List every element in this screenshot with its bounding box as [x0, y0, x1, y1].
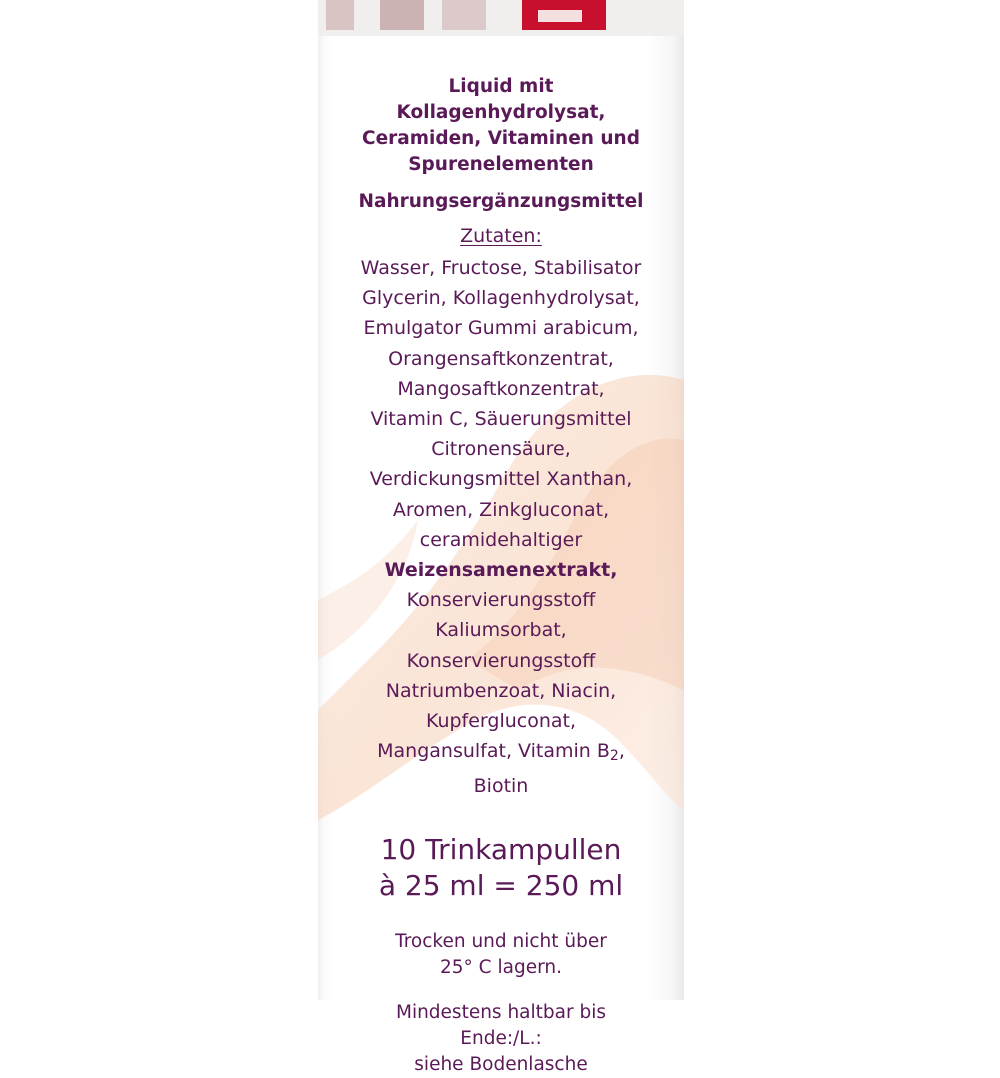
best-before-line: Ende:/L.: [460, 1027, 542, 1049]
best-before-info [318, 1000, 684, 1078]
ingredients-heading: Zutaten: [460, 225, 542, 247]
box-side-panel [318, 0, 684, 1075]
ingredient-line: Konservierungsstoff [406, 589, 596, 612]
ingredient-line: Aromen, Zinkgluconat, [392, 498, 610, 521]
ingredient-line-allergen: Weizensamenextrakt, [384, 559, 618, 582]
ingredient-line: Biotin [473, 775, 529, 798]
ingredients-list [318, 253, 684, 802]
ingredient-line: Orangensaftkonzentrat, [388, 347, 614, 370]
ingredient-text: Mangansulfat, Vitamin B [377, 740, 610, 763]
ingredient-line: Citronensäure, [431, 438, 571, 461]
ingredient-comma: , [618, 740, 625, 763]
product-type: Nahrungsergänzungsmittel [358, 191, 644, 212]
ingredient-line: Verdickungsmittel Xanthan, [369, 468, 633, 491]
ingredient-line: Kaliumsorbat, [435, 619, 567, 642]
flap-print-mark [326, 0, 354, 30]
flap-print-mark [380, 0, 424, 30]
storage-line: 25° C lagern. [440, 956, 562, 978]
flap-print-mark [442, 0, 486, 30]
box-top-flap [318, 0, 684, 36]
label-text-block [318, 74, 684, 1078]
ingredient-line: Kupfergluconat, [425, 710, 577, 733]
description-line: Spurenelementen [408, 154, 594, 175]
vitamin-b2-subscript: 2 [609, 748, 619, 765]
storage-instructions [318, 929, 684, 981]
ingredient-line: Wasser, Fructose, Stabilisator [360, 257, 642, 279]
description-line: Kollagenhydrolysat, [396, 102, 606, 123]
ingredient-line: Mangosaftkonzentrat, [397, 377, 605, 400]
flap-label-text [538, 10, 582, 22]
description-line: Ceramiden, Vitaminen und [362, 128, 640, 149]
ingredient-line: Natriumbenzoat, Niacin, [385, 679, 617, 702]
ingredient-line: Glycerin, Kollagenhydrolysat, [362, 287, 640, 310]
description-line: Liquid mit [448, 76, 554, 97]
ingredient-line: ceramidehaltiger [419, 528, 583, 551]
product-description [318, 74, 684, 178]
ingredient-line: Konservierungsstoff [406, 649, 596, 672]
best-before-line: siehe Bodenlasche [414, 1053, 588, 1075]
package-contents [318, 832, 684, 904]
best-before-line: Mindestens haltbar bis [395, 1001, 606, 1023]
storage-line: Trocken und nicht über [395, 930, 607, 952]
ingredient-line [318, 736, 684, 771]
package-line: à 25 ml = 250 ml [378, 868, 624, 902]
ingredient-line: Emulgator Gummi arabicum, [363, 317, 639, 340]
package-line: 10 Trinkampullen [380, 832, 622, 866]
ingredient-line: Vitamin C, Säuerungsmittel [370, 408, 632, 431]
